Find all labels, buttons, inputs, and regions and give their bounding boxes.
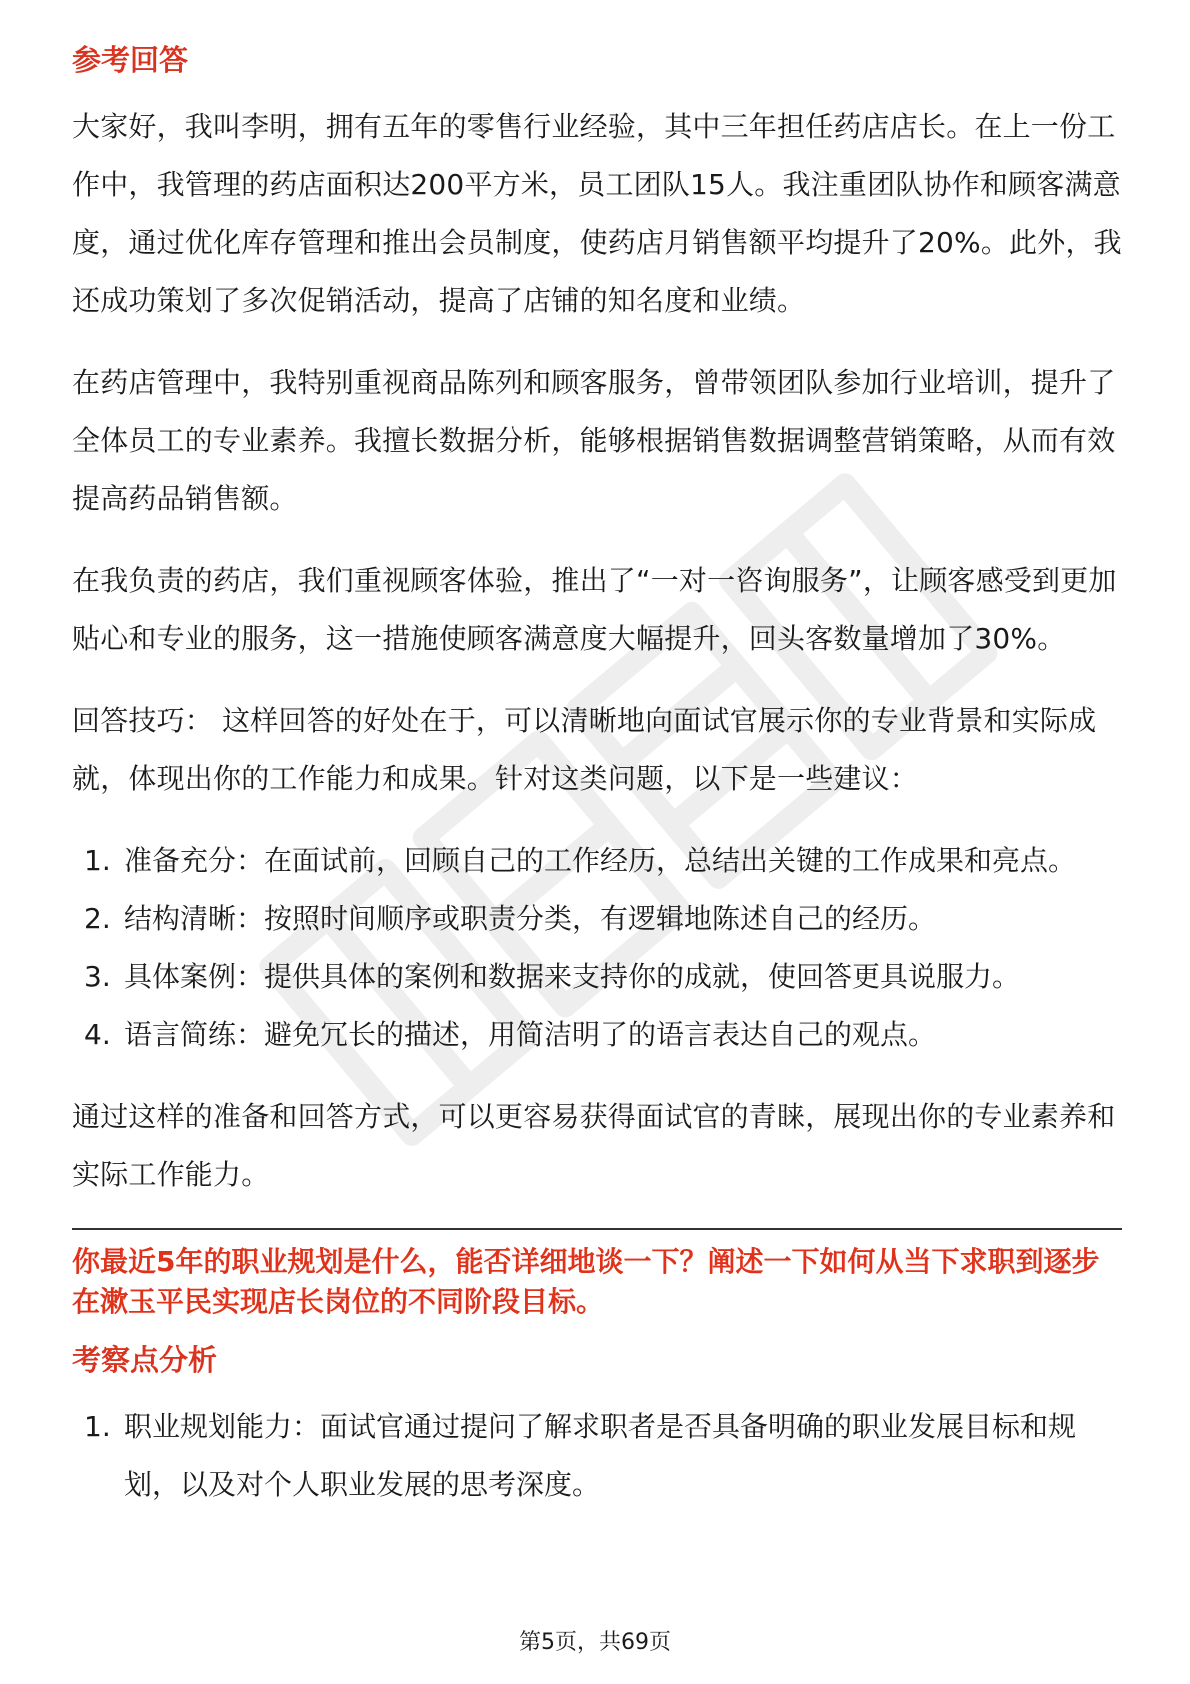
analysis-list [72,1398,1122,1514]
answer-paragraph: 在药店管理中，我特别重视商品陈列和顾客服务，曾带领团队参加行业培训，提升了全体员工的专业素养。我擅长数据分析，能够根据销售数据调整营销策略，从而有效提高药品销售额。 [72,366,1116,515]
analysis-heading: 考察点分析 [72,1343,218,1377]
tips-list [72,832,1122,1064]
list-item-text: 具体案例：提供具体的案例和数据来支持你的成就，使回答更具说服力。 [124,960,1021,993]
answer-paragraph: 大家好，我叫李明，拥有五年的零售行业经验，其中三年担任药店店长。在上一份工作中，我管理的药店面积达200平方米，员工团队15人。我注重团队协作和顾客满意度，通过优化库存管理和推出会员制度，使药店月销售额平均提升了20%。此外，我还成功策划了多次促销活动，提高了店铺的知名度和业绩。 [72,110,1122,317]
closing-paragraph: 通过这样的准备和回答方式，可以更容易获得面试官的青睐，展现出你的专业素养和实际工作能力。 [72,1100,1116,1191]
list-item-text: 语言简练：避免冗长的描述，用简洁明了的语言表达自己的观点。 [124,1018,937,1051]
list-item-text: 结构清晰：按照时间顺序或职责分类，有逻辑地陈述自己的经历。 [124,902,937,935]
list-item [72,890,1122,948]
list-item [72,948,1122,1006]
page-content [72,40,1122,1538]
list-item-text: 准备充分：在面试前，回顾自己的工作经历，总结出关键的工作成果和亮点。 [124,844,1077,877]
answer-paragraph: 在我负责的药店，我们重视顾客体验，推出了“一对一咨询服务”，让顾客感受到更加贴心和专业的服务，这一措施使顾客满意度大幅提升，回头客数量增加了30%。 [72,564,1117,655]
list-number: 3. [84,960,111,993]
list-item [72,1398,1122,1514]
list-item [72,832,1122,890]
answer-tips-intro: 回答技巧： 这样回答的好处在于，可以清晰地向面试官展示你的专业背景和实际成就，体现出你的工作能力和成果。针对这类问题，以下是一些建议： [72,704,1097,795]
list-number: 1. [84,844,111,877]
page-footer: 第5页，共69页 [519,1630,671,1655]
list-item-text: 职业规划能力：面试官通过提问了解求职者是否具备明确的职业发展目标和规划，以及对个人职业发展的思考深度。 [124,1410,1077,1501]
interview-question: 你最近5年的职业规划是什么，能否详细地谈一下？阐述一下如何从当下求职到逐步在漱玉平民实现店长岗位的不同阶段目标。 [72,1245,1100,1318]
reference-answer-heading: 参考回答 [72,43,189,77]
list-number: 2. [84,902,111,935]
list-item [72,1006,1122,1064]
list-number: 4. [84,1018,111,1051]
section-divider [72,1228,1122,1230]
list-number: 1. [84,1410,111,1443]
